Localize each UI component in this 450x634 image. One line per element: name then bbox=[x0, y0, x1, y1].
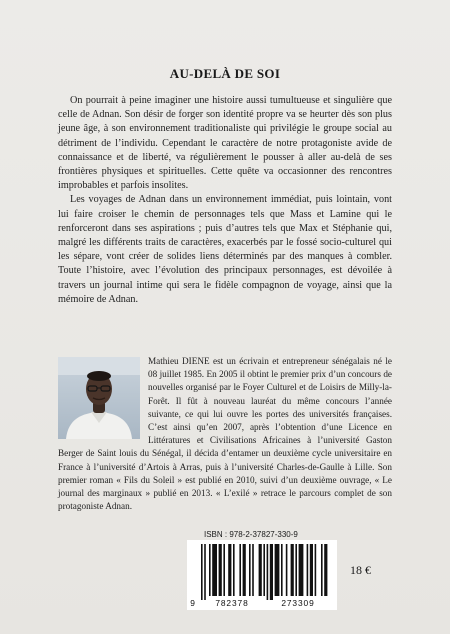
barcode-bars bbox=[187, 540, 337, 600]
author-bio: Mathieu DIENE est un écrivain et entrepreneur sénégalais né le 08 juillet 1985. En 2005 il obtint le premier prix d’un concours de nouvelles organisé par le Foyer Culturel et de Loisirs de Milly-la-Forêt. Il fût à nouveau lauréat du même concours l’année suivante, ce qui lui ouvre les portes des universités françaises. C’est ainsi qu’en 2007, après l’obtention d’une Licence en Littératures et Civilisations Africaines à l’université Gaston Berger de Saint louis du Sénégal, il décida d’entamer un deuxième cycle universitaire en France à l’université d’Artois à Arras, puis à l’université Charles-de-Gaulle à Lille. Son premier roman « Fils du Soleil » est publié en 2010, suivi d’un deuxième ouvrage, « Le journal des marginaux » publié en 2013. « L’exilé » retrace le parcours complet de son protagoniste Adnan. bbox=[58, 356, 392, 512]
synopsis bbox=[58, 94, 392, 307]
barcode-lead-digit: 9 bbox=[190, 598, 196, 608]
author-section bbox=[58, 355, 392, 513]
synopsis-paragraph-1: On pourrait à peine imaginer une histoire aussi tumultueuse et singulière que celle de Adnan. Son désir de forger son identité propre va se heurter dès son plus jeune âge, à son environnement traditionaliste qui privilégie le groupe social au détriment de l’individu. Cependant le caractère de notre protagoniste avide de connaissance et de liberté, va régulièrement le pousser à aller au-delà de ses frontières physiques et spirituelles. Cette quête va occasionner des rencontres improbables et parfois insolites. bbox=[58, 95, 392, 192]
price: 18 € bbox=[350, 563, 371, 577]
barcode-digit-group-1: 782378 bbox=[215, 598, 249, 608]
book-title: AU-DELÀ DE SOI bbox=[169, 66, 281, 81]
author-portrait-image bbox=[58, 357, 140, 439]
synopsis-paragraph-2: Les voyages de Adnan dans un environnement immédiat, puis lointain, vont lui faire croiser le chemin de personnages tels que Mass et Lamine qui le renforceront dans ses aspirations ; puis d’autres tels que Max et Stéphanie qui, malgré les différents traits de caractères, exacerbés par le fossé socio-culturel qui les sépare, vont créer de solides liens déterminés par des manques à combler. Toute l’histoire, avec l’évolution des principaux personnages, est dévoilée à travers un journal intime qui sera le fidèle compagnon de voyage, ainsi que la mémoire de Adnan. bbox=[58, 194, 392, 305]
barcode-digits bbox=[187, 598, 337, 608]
isbn-label: ISBN : 978-2-37827-330-9 bbox=[204, 530, 298, 539]
barcode-digit-group-2: 273309 bbox=[281, 598, 315, 608]
barcode bbox=[187, 540, 337, 610]
author-photo bbox=[58, 357, 140, 439]
